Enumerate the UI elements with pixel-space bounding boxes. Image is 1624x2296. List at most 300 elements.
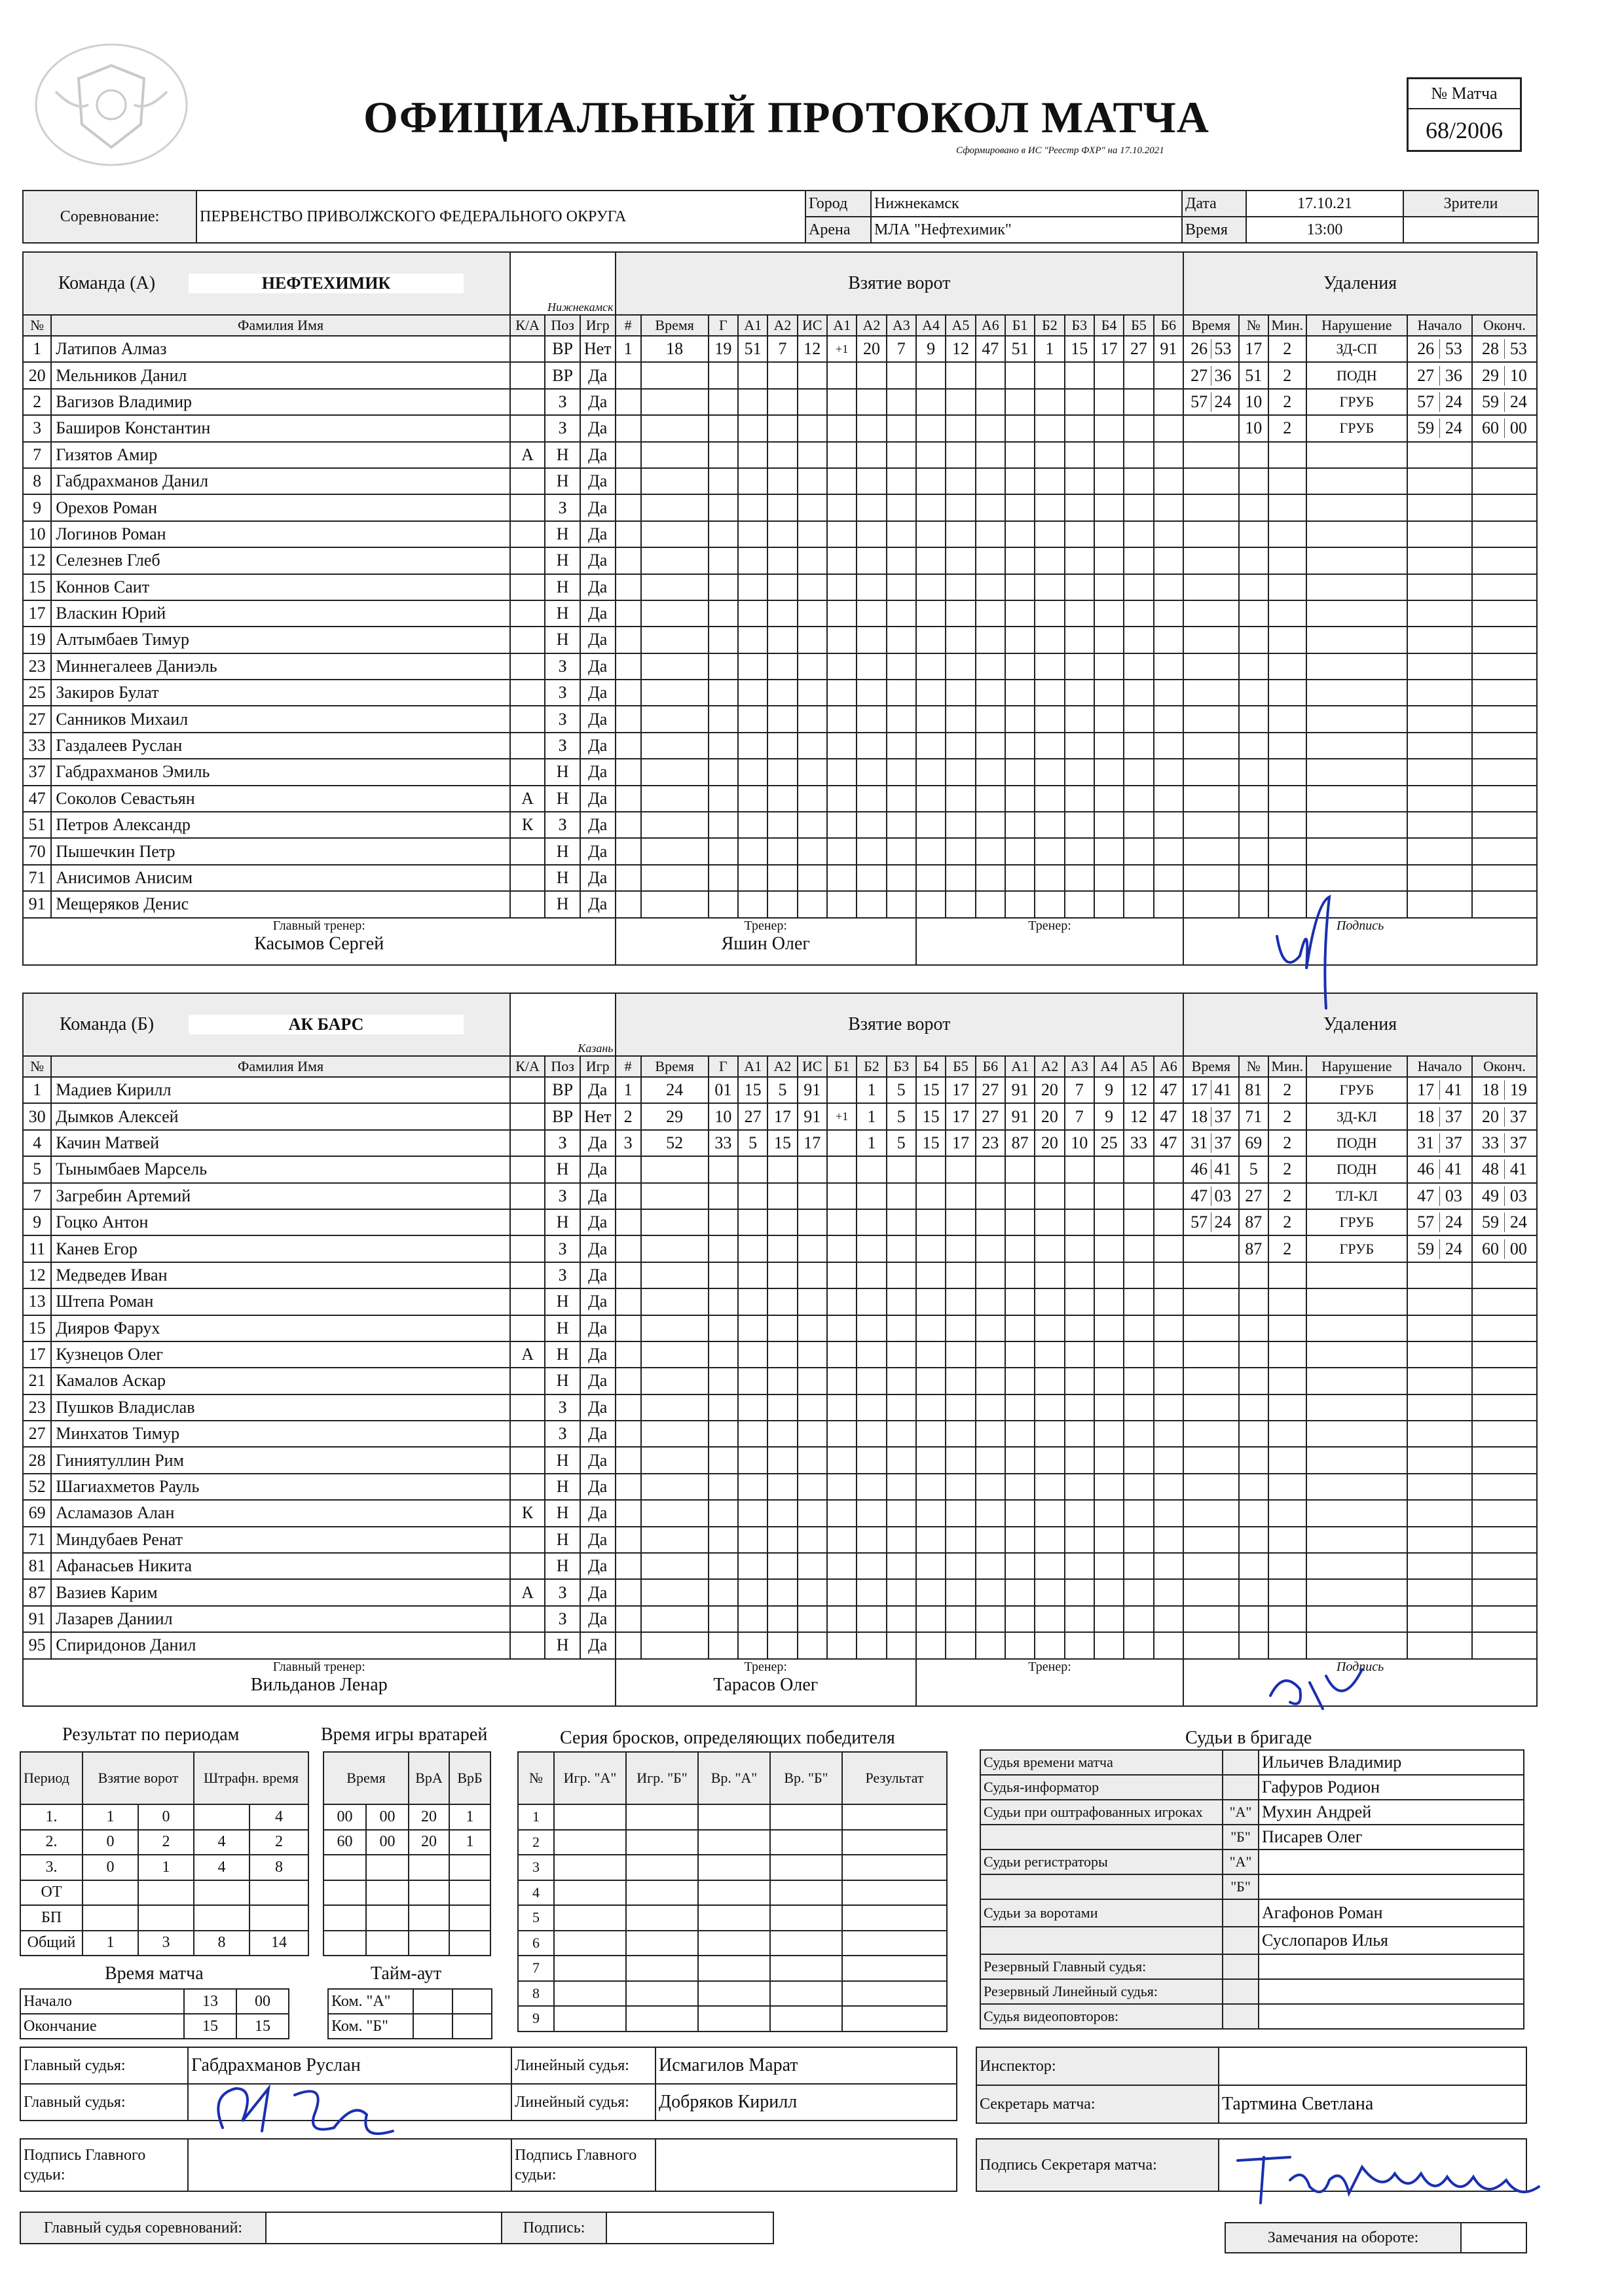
goalie-cell: 1 (449, 1804, 490, 1830)
penalty-violation: ПОДН (1306, 1130, 1408, 1156)
shootout-cell (770, 1931, 842, 1956)
shootout-cell (554, 1981, 626, 2007)
goal-cell (1035, 891, 1064, 917)
goal-cell: 15 (767, 1130, 797, 1156)
goal-cell (738, 812, 767, 838)
player-position: З (545, 494, 580, 520)
player-role (510, 1209, 545, 1235)
goal-cell (641, 1315, 709, 1341)
goal-cell (616, 1288, 641, 1315)
player-number: 95 (23, 1632, 51, 1658)
penalty-minutes (1268, 574, 1306, 600)
player-number: 12 (23, 547, 51, 574)
penalty-start (1407, 362, 1472, 388)
goal-cell: 20 (1035, 1130, 1064, 1156)
player-role (510, 1235, 545, 1262)
goal-cell (887, 1262, 916, 1288)
goal-cell (1154, 1606, 1184, 1632)
goal-cell (1094, 865, 1124, 891)
goal-cell (767, 1288, 797, 1315)
player-row (23, 653, 1537, 680)
goal-cell (1124, 680, 1153, 706)
penalty-violation (1306, 812, 1408, 838)
goal-cell (1065, 1474, 1094, 1500)
penalty-player (1239, 733, 1268, 759)
goal-cell (738, 1183, 767, 1209)
goal-cell (827, 574, 857, 600)
shootout-cell (698, 1905, 770, 1931)
penalty-start (1407, 1421, 1472, 1447)
goal-cell (1065, 1315, 1094, 1341)
player-row (23, 468, 1537, 494)
goal-cell (709, 574, 738, 600)
goal-cell (857, 865, 886, 891)
player-played: Да (580, 1209, 616, 1235)
player-row (23, 1553, 1537, 1579)
penalty-player (1239, 547, 1268, 574)
penalty-part: 00 (1504, 418, 1532, 438)
goal-cell (946, 865, 975, 891)
player-number: 70 (23, 838, 51, 864)
shootout-row (518, 1981, 947, 2007)
goal-cell (641, 547, 709, 574)
penalty-player: 17 (1239, 336, 1268, 362)
goal-cell (1094, 786, 1124, 812)
goal-cell: 20 (1035, 1103, 1064, 1129)
goal-cell (641, 838, 709, 864)
player-position: Н (545, 521, 580, 547)
goal-cell (1154, 1341, 1184, 1368)
period-row (20, 1905, 308, 1931)
goal-cell (616, 1368, 641, 1394)
goal-cell (798, 362, 827, 388)
shootout-cell (554, 1804, 626, 1830)
head-coach-label: Главный тренер: (272, 1659, 365, 1674)
goal-cell (641, 706, 709, 732)
goal-cell (641, 600, 709, 627)
penalty-violation (1306, 1394, 1408, 1421)
match-time-table (20, 1988, 289, 2039)
goal-cell (767, 574, 797, 600)
player-position: Н (545, 1209, 580, 1235)
goal-cell (827, 1447, 857, 1473)
goal-cell (798, 1262, 827, 1288)
goal-cell (1094, 733, 1124, 759)
referee-team: "Б" (1223, 1825, 1259, 1850)
goal-col-13: Б2 (1035, 315, 1064, 336)
penalty-violation (1306, 521, 1408, 547)
penalty-player (1239, 600, 1268, 627)
player-number: 19 (23, 627, 51, 653)
penalty-time (1183, 1235, 1238, 1262)
goal-cell (1065, 415, 1094, 441)
player-row (23, 1606, 1537, 1632)
goalie-cell (449, 1905, 490, 1931)
penalty-part: 59 (1482, 392, 1500, 411)
goal-cell: 47 (1154, 1130, 1184, 1156)
goal-cell (976, 1209, 1005, 1235)
goal-cell (1035, 1156, 1064, 1182)
referee-name: Суслопаров Илья (1259, 1927, 1524, 1954)
linesman-label-1: Линейный судья: (511, 2047, 655, 2084)
goal-cell (767, 627, 797, 653)
player-position: Н (545, 1315, 580, 1341)
goal-cell (1154, 362, 1184, 388)
penalty-part: 41 (1439, 1080, 1467, 1100)
referee-row (980, 1899, 1524, 1927)
goal-cell (857, 1262, 886, 1288)
player-role: К (510, 1500, 545, 1526)
goal-cell: 29 (641, 1103, 709, 1129)
player-name: Газдалеев Руслан (51, 733, 510, 759)
goal-cell (641, 1447, 709, 1473)
goal-cell: 91 (1005, 1077, 1035, 1103)
player-position: Н (545, 1341, 580, 1368)
player-number: 33 (23, 733, 51, 759)
goal-cell (767, 1156, 797, 1182)
goal-cell (1065, 1341, 1094, 1368)
penalty-part: 37 (1439, 1107, 1467, 1127)
goal-cell (976, 1553, 1005, 1579)
goal-cell (916, 1500, 946, 1526)
penalty-start (1407, 574, 1472, 600)
goal-cell (1035, 627, 1064, 653)
goal-cell (1094, 1474, 1124, 1500)
player-played: Да (580, 362, 616, 388)
goal-cell (1005, 891, 1035, 917)
goal-cell (1124, 865, 1153, 891)
goal-cell (709, 1288, 738, 1315)
period-name: 2. (20, 1830, 83, 1855)
goal-cell (916, 547, 946, 574)
goal-cell (946, 362, 975, 388)
goal-cell (767, 362, 797, 388)
player-played: Да (580, 1606, 616, 1632)
goal-cell (1065, 442, 1094, 468)
penalty-start (1407, 1209, 1472, 1235)
penalty-violation (1306, 547, 1408, 574)
player-played: Да (580, 1447, 616, 1473)
period-goals-b: 0 (138, 1804, 194, 1830)
goal-cell (709, 759, 738, 785)
player-number: 4 (23, 1130, 51, 1156)
goal-cell: 9 (916, 336, 946, 362)
player-name: Качин Матвей (51, 1130, 510, 1156)
goal-cell (827, 1209, 857, 1235)
player-played: Да (580, 1421, 616, 1447)
player-name: Дияров Фарух (51, 1315, 510, 1341)
goal-cell (1035, 494, 1064, 520)
penalty-start (1407, 1606, 1472, 1632)
goal-cell (857, 706, 886, 732)
main-ref-signature (196, 2069, 445, 2147)
penalty-start (1407, 627, 1472, 653)
player-position: ВР (545, 362, 580, 388)
goal-cell (1154, 468, 1184, 494)
goal-cell (1154, 1474, 1184, 1500)
goalie-cell (323, 1880, 366, 1906)
goal-cell (709, 1315, 738, 1341)
goal-cell (616, 838, 641, 864)
goal-cell (1154, 759, 1184, 785)
goal-cell (976, 1606, 1005, 1632)
goal-cell: 33 (709, 1130, 738, 1156)
signature-label: Подпись (1336, 918, 1384, 933)
penalty-player (1239, 1553, 1268, 1579)
goal-cell: 12 (798, 336, 827, 362)
goal-cell (641, 627, 709, 653)
goal-cell (1005, 1156, 1035, 1182)
goal-cell (887, 1209, 916, 1235)
player-name: Тынымбаев Марсель (51, 1156, 510, 1182)
goal-cell (946, 1341, 975, 1368)
penalty-minutes: 2 (1268, 1156, 1306, 1182)
shootout-cell (770, 1905, 842, 1931)
goal-cell (827, 1632, 857, 1658)
goal-cell (767, 1368, 797, 1394)
goal-cell (767, 680, 797, 706)
goal-cell (616, 759, 641, 785)
goal-cell (798, 812, 827, 838)
penalty-minutes (1268, 468, 1306, 494)
goal-cell (1065, 891, 1094, 917)
goalie-cell (323, 1855, 366, 1880)
player-row (23, 600, 1537, 627)
goal-cell (946, 891, 975, 917)
penalty-violation (1306, 786, 1408, 812)
timeout-table (327, 1988, 492, 2039)
goal-cell (1065, 1447, 1094, 1473)
penalty-player (1239, 494, 1268, 520)
player-position: З (545, 415, 580, 441)
goal-cell (887, 468, 916, 494)
generated-note: Сформировано в ИС "Реестр ФХР" на 17.10.2021 (956, 145, 1164, 156)
goal-cell (1035, 600, 1064, 627)
goal-cell (1094, 1447, 1124, 1473)
goal-cell (1035, 1394, 1064, 1421)
player-number: 28 (23, 1447, 51, 1473)
referee-team (1223, 1927, 1259, 1954)
penalty-minutes (1268, 786, 1306, 812)
shootout-cell (842, 1830, 947, 1855)
goal-cell (946, 1156, 975, 1182)
goal-col-0: # (616, 315, 641, 336)
goal-cell (1094, 1394, 1124, 1421)
goal-cell (767, 600, 797, 627)
goal-cell (709, 1632, 738, 1658)
goal-cell (709, 1156, 738, 1182)
goal-cell (1005, 1262, 1035, 1288)
referee-row (980, 2004, 1524, 2029)
goal-cell (641, 786, 709, 812)
player-row (23, 494, 1537, 520)
goal-cell (1005, 415, 1035, 441)
penalty-col-0: Время (1183, 1056, 1238, 1077)
goal-cell (946, 838, 975, 864)
referee-team (1223, 1954, 1259, 1979)
goal-cell (857, 1500, 886, 1526)
goal-cell (946, 1394, 975, 1421)
goal-cell: 12 (1124, 1077, 1153, 1103)
penalty-start (1407, 1447, 1472, 1473)
arena-label: Арена (805, 217, 871, 243)
goal-cell: 47 (1154, 1103, 1184, 1129)
player-played: Да (580, 1632, 616, 1658)
goal-cell (1154, 1632, 1184, 1658)
penalty-part: 53 (1504, 339, 1532, 359)
remarks-label: Замечания на обороте: (1225, 2223, 1461, 2253)
player-number: 20 (23, 362, 51, 388)
goal-cell (916, 838, 946, 864)
player-position: З (545, 1606, 580, 1632)
goal-cell (857, 1235, 886, 1262)
goal-cell (827, 1421, 857, 1447)
goal-cell (767, 547, 797, 574)
player-role (510, 891, 545, 917)
penalty-player (1239, 838, 1268, 864)
period-row (20, 1804, 308, 1830)
penalty-part: 59 (1417, 1239, 1435, 1258)
goal-cell (641, 891, 709, 917)
penalty-violation (1306, 759, 1408, 785)
player-name: Канев Егор (51, 1235, 510, 1262)
goal-cell (916, 1394, 946, 1421)
penalty-col-5: Оконч. (1472, 315, 1537, 336)
penalty-minutes (1268, 1394, 1306, 1421)
goal-cell: 17 (946, 1103, 975, 1129)
player-row (23, 838, 1537, 864)
player-played: Да (580, 733, 616, 759)
player-role (510, 1474, 545, 1500)
goal-cell (887, 812, 916, 838)
team-name: АК БАРС (189, 1015, 464, 1034)
shootout-cell (698, 1956, 770, 1981)
goal-cell (1035, 468, 1064, 494)
goal-cell (1094, 1235, 1124, 1262)
player-number: 17 (23, 1341, 51, 1368)
inspector-table (976, 2047, 1527, 2124)
referee-role: Судьи за воротами (980, 1899, 1223, 1927)
goal-cell (709, 389, 738, 415)
penalty-minutes (1268, 442, 1306, 468)
goal-cell (738, 759, 767, 785)
penalty-violation (1306, 1606, 1408, 1632)
goal-cell: 18 (641, 336, 709, 362)
goal-cell (641, 1632, 709, 1658)
goal-col-6: Б1 (827, 1056, 857, 1077)
shootout-number: 3 (518, 1855, 554, 1880)
shootout-col-0: № (518, 1752, 554, 1804)
player-position: ВР (545, 1077, 580, 1103)
goal-cell (709, 812, 738, 838)
date-label: Дата (1182, 191, 1246, 217)
goalie-cell (323, 1931, 366, 1956)
goal-col-16: А5 (1124, 1056, 1153, 1077)
player-role (510, 468, 545, 494)
goal-cell (976, 547, 1005, 574)
player-name: Пушков Владислав (51, 1394, 510, 1421)
goal-cell (767, 1447, 797, 1473)
goal-cell (827, 1500, 857, 1526)
penalty-start (1407, 1130, 1472, 1156)
penalty-violation (1306, 1341, 1408, 1368)
goal-cell (827, 1183, 857, 1209)
goal-cell (946, 1315, 975, 1341)
penalty-end (1472, 733, 1537, 759)
goal-cell: 10 (1065, 1130, 1094, 1156)
penalty-start (1407, 1368, 1472, 1394)
penalty-part: 20 (1482, 1106, 1500, 1126)
goal-col-10: Б5 (946, 1056, 975, 1077)
player-position: Н (545, 786, 580, 812)
period-pim-b: 2 (249, 1830, 308, 1855)
goal-cell (1035, 574, 1064, 600)
goal-cell (976, 1235, 1005, 1262)
goal-cell: 12 (1124, 1103, 1153, 1129)
penalty-player (1239, 574, 1268, 600)
player-number: 5 (23, 1156, 51, 1182)
goal-cell (798, 1632, 827, 1658)
penalties-title: Удаления (1183, 993, 1537, 1056)
goal-cell (1124, 574, 1153, 600)
goal-cell (767, 389, 797, 415)
player-row (23, 1156, 1537, 1182)
goal-cell (1035, 362, 1064, 388)
shootout-table (517, 1751, 948, 2032)
penalty-player (1239, 706, 1268, 732)
player-name: Миннегалеев Даниэль (51, 653, 510, 680)
goal-cell: 17 (798, 1130, 827, 1156)
goal-cell (857, 891, 886, 917)
goal-cell: 15 (916, 1103, 946, 1129)
goal-cell (709, 1474, 738, 1500)
penalty-violation (1306, 1368, 1408, 1394)
goal-cell: 91 (1154, 336, 1184, 362)
goal-cell (709, 1553, 738, 1579)
goal-cell (916, 891, 946, 917)
goal-cell (1094, 1209, 1124, 1235)
penalty-start (1407, 706, 1472, 732)
goal-col-8: А3 (887, 315, 916, 336)
goal-cell (1065, 759, 1094, 785)
goal-cell (946, 786, 975, 812)
shootout-cell (842, 1931, 947, 1956)
goal-cell (1005, 389, 1035, 415)
player-played: Да (580, 1183, 616, 1209)
goal-cell (1065, 733, 1094, 759)
goal-cell (1065, 653, 1094, 680)
referee-row (980, 1775, 1524, 1800)
penalty-end (1472, 494, 1537, 520)
player-played: Да (580, 891, 616, 917)
penalty-part: 24 (1439, 1239, 1467, 1259)
player-row (23, 680, 1537, 706)
goal-cell: 5 (887, 1077, 916, 1103)
goal-cell: 1 (616, 1077, 641, 1103)
goal-cell (1005, 1579, 1035, 1605)
penalty-player (1239, 1606, 1268, 1632)
goal-cell (887, 494, 916, 520)
goal-cell (857, 733, 886, 759)
goalie-cell (409, 1931, 449, 1956)
col-ka: К/А (510, 315, 545, 336)
player-number: 27 (23, 706, 51, 732)
penalty-minutes (1268, 812, 1306, 838)
player-row (23, 1394, 1537, 1421)
penalty-end (1472, 1500, 1537, 1526)
goalie-cell (323, 1905, 366, 1931)
shootout-cell (626, 2006, 698, 2032)
